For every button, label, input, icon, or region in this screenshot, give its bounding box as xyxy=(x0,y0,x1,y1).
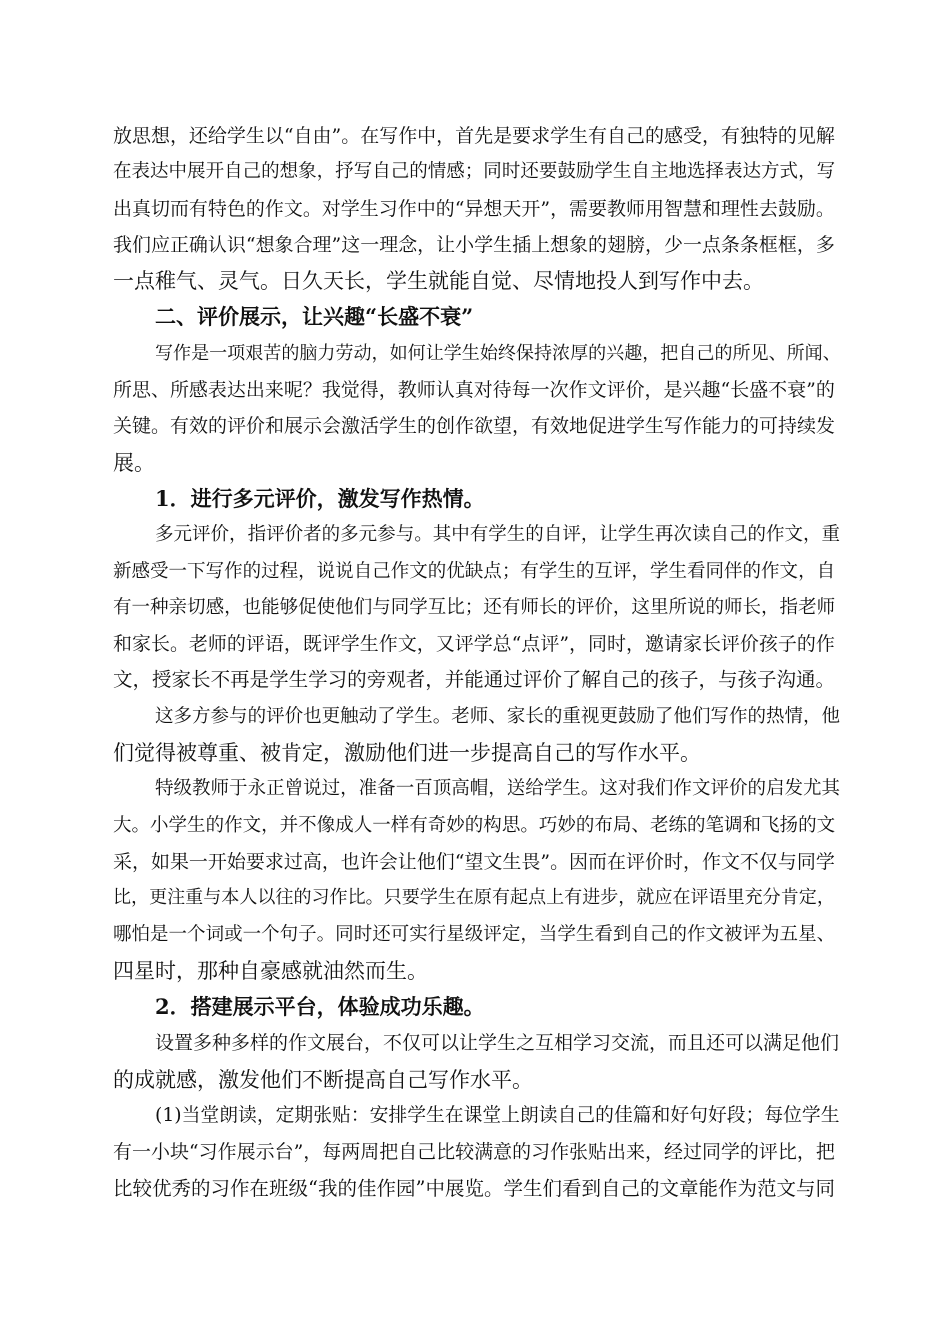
text-line: 和家长。老师的评语，既评学生作文，又评学总“点评”，同时，邀请家长评价孩子的作 xyxy=(113,633,835,656)
text-line: 在表达中展开自己的想象，抒写自己的情感；同时还要鼓励学生自主地选择表达方式，写 xyxy=(113,161,836,183)
text-line: 这多方参与的评价也更触动了学生。老师、家长的重视更鼓励了他们写作的热情，他 xyxy=(155,705,841,727)
text-line: 出真切而有特色的作文。对学生习作中的“异想天开”，需要教师用智慧和理性去鼓励。 xyxy=(113,197,835,220)
text-line: 设置多种多样的作文展台，不仅可以让学生之互相学习交流，而且还可以满足他们 xyxy=(155,1032,840,1055)
text-line: 一点稚气、灵气。日久天长，学生就能自觉、尽情地投人到写作中去。 xyxy=(113,269,764,294)
document-body xyxy=(113,118,839,1207)
paragraph xyxy=(113,699,839,772)
text-line: 展。 xyxy=(113,450,155,475)
subsection-heading: 1．进行多元评价，激发写作热情。 xyxy=(155,485,485,511)
text-line: 们觉得被尊重、被肯定，激励他们进一步提高自己的写作水平。 xyxy=(113,741,701,766)
text-line: 多元评价，指评价者的多元参与。其中有学生的自评，让学生再次读自己的作文，重 xyxy=(155,524,841,546)
paragraph-continuation xyxy=(113,118,839,299)
text-line: 采，如果一开始要求过高，也许会让他们“望文生畏”。因而在评价时，作文不仅与同学 xyxy=(113,850,835,873)
text-line: 关键。有效的评价和展示会激活学生的创作欲望，有效地促进学生写作能力的可持续发 xyxy=(113,415,836,438)
text-line: 写作是一项艰苦的脑力劳动，如何让学生始终保持浓厚的兴趣，把自己的所见、所闻、 xyxy=(155,342,841,364)
text-line: (1)当堂朗读，定期张贴：安排学生在课堂上朗读自己的佳篇和好句好段；每位学生 xyxy=(155,1105,840,1127)
text-line: 哪怕是一个词或一个句子。同时还可实行星级评定，当学生看到自己的作文被评为五星、 xyxy=(113,923,836,945)
section-heading: 二、评价展示，让兴趣“长盛不衰” xyxy=(155,304,474,330)
text-line: 有一小块“习作展示台”，每两周把自己比较满意的习作张贴出来，经过同学的评比，把 xyxy=(113,1141,835,1164)
text-line: 我们应正确认识“想象合理”这一理念，让小学生插上想象的翅膀，少一点条条框框，多 xyxy=(113,233,835,256)
text-line: 的成就感，激发他们不断提高自己写作水平。 xyxy=(113,1067,533,1092)
paragraph xyxy=(113,336,839,481)
text-line: 文，授家长不再是学生学习的旁观者，并能通过评价了解自己的孩子，与孩子沟通。 xyxy=(113,668,836,692)
paragraph xyxy=(113,1098,839,1207)
paragraph xyxy=(113,517,839,698)
paragraph xyxy=(113,1025,839,1098)
text-line: 放思想，还给学生以“自由”。在写作中，首先是要求学生有自己的感受，有独特的见解 xyxy=(113,125,835,147)
text-line: 新感受一下写作的过程，说说自己作文的优缺点；有学生的互评，学生看同伴的作文，自 xyxy=(113,560,836,582)
text-line: 大。小学生的作文，并不像成人一样有奇妙的构思。巧妙的布局、老练的笔调和飞扬的文 xyxy=(113,814,836,836)
subsection-heading: 2．搭建展示平台，体验成功乐趣。 xyxy=(155,994,485,1020)
text-line: 有一种亲切感，也能够促使他们与同学互比；还有师长的评价，这里所说的师长，指老师 xyxy=(113,596,836,618)
paragraph xyxy=(113,771,839,989)
text-line: 比较优秀的习作在班级“我的佳作园”中展览。学生们看到自己的文章能作为范文与同 xyxy=(113,1176,835,1200)
text-line: 四星时，那种自豪感就油然而生。 xyxy=(113,958,428,983)
text-line: 特级教师于永正曾说过，准备一百顶高帽，送给学生。这对我们作文评价的启发尤其 xyxy=(155,778,841,800)
text-line: 比，更注重与本人以往的习作比。只要学生在原有起点上有进步，就应在评语里充分肯定， xyxy=(113,887,835,909)
text-line: 所思、所感表达出来呢？我觉得，教师认真对待每一次作文评价，是兴趣“长盛不衰”的 xyxy=(113,379,835,402)
